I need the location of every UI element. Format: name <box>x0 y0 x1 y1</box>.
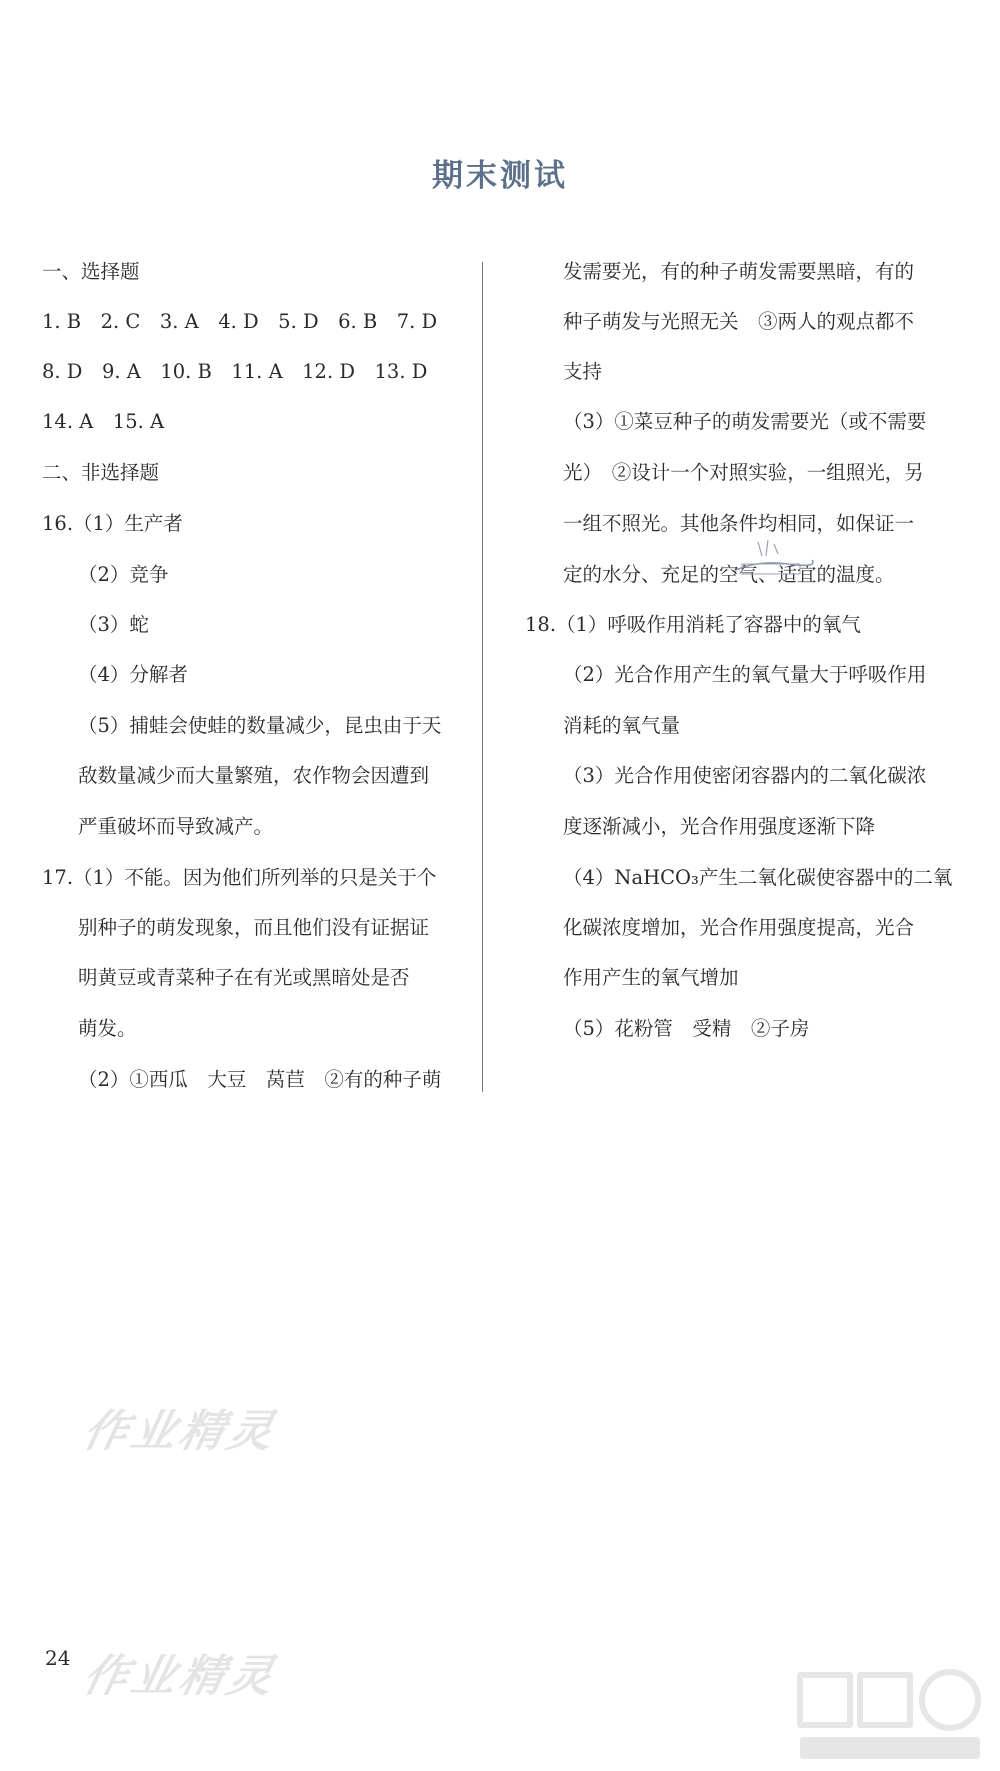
answer-line: （2）光合作用产生的氧气量大于呼吸作用 <box>563 663 927 686</box>
answer-line: 1. B 2. C 3. A 4. D 5. D 6. B 7. D <box>42 310 438 333</box>
answer-line: 一组不照光。其他条件均相同，如保证一 <box>563 512 915 535</box>
answer-line: （3）蛇 <box>78 613 149 636</box>
answer-line: 萌发。 <box>78 1017 137 1040</box>
answer-line: 14. A 15. A <box>42 410 165 433</box>
answer-line: 种子萌发与光照无关 ③两人的观点都不 <box>563 310 915 333</box>
watermark: 作业精灵 <box>78 1406 282 1457</box>
answer-line: （4）分解者 <box>78 663 188 686</box>
answer-line: （2）①西瓜 大豆 莴苣 ②有的种子萌 <box>78 1068 442 1091</box>
answer-line: 支持 <box>563 360 603 383</box>
answer-line: 明黄豆或青菜种子在有光或黑暗处是否 <box>78 966 410 989</box>
stamp-mark-icon <box>728 530 814 590</box>
section-heading-nonchoice: 二、非选择题 <box>42 461 160 484</box>
page-title: 期末测试 <box>432 158 568 194</box>
answer-line: 消耗的氧气量 <box>563 714 681 737</box>
answer-line: 化碳浓度增加，光合作用强度提高，光合 <box>563 916 915 939</box>
answer-line: 18.（1）呼吸作用消耗了容器中的氧气 <box>525 613 861 636</box>
answer-line: 度逐渐减小，光合作用强度逐渐下降 <box>563 815 876 838</box>
answer-line: 16.（1）生产者 <box>42 512 183 535</box>
answer-line: 作用产生的氧气增加 <box>563 966 739 989</box>
section-heading-choice: 一、选择题 <box>42 260 140 283</box>
watermark: 作业精灵 <box>78 1651 282 1702</box>
answer-line: （5）花粉管 受精 ②子房 <box>563 1017 810 1040</box>
answer-line: 严重破坏而导致减产。 <box>78 815 274 838</box>
answer-line: 敌数量减少而大量繁殖，农作物会因遭到 <box>78 764 430 787</box>
column-divider <box>482 262 483 1092</box>
page-number: 24 <box>45 1646 71 1670</box>
answer-line: （4）NaHCO₃产生二氧化碳使容器中的二氧 <box>563 866 953 889</box>
answer-line: （3）①菜豆种子的萌发需要光（或不需要 <box>563 410 927 433</box>
site-logo-icon <box>790 1655 990 1765</box>
answer-line: 8. D 9. A 10. B 11. A 12. D 13. D <box>42 360 428 383</box>
answer-line: 定的水分、充足的空气、适宜的温度。 <box>563 563 895 586</box>
answer-line: 光） ②设计一个对照实验，一组照光，另 <box>563 461 924 484</box>
answer-line: （5）捕蛙会使蛙的数量减少，昆虫由于天 <box>78 714 442 737</box>
answer-line: （3）光合作用使密闭容器内的二氧化碳浓 <box>563 764 927 787</box>
answer-line: 别种子的萌发现象，而且他们没有证据证 <box>78 916 430 939</box>
answer-line: 发需要光，有的种子萌发需要黑暗，有的 <box>563 260 915 283</box>
answer-line: （2）竞争 <box>78 563 169 586</box>
answer-line: 17.（1）不能。因为他们所列举的只是关于个 <box>42 866 437 889</box>
